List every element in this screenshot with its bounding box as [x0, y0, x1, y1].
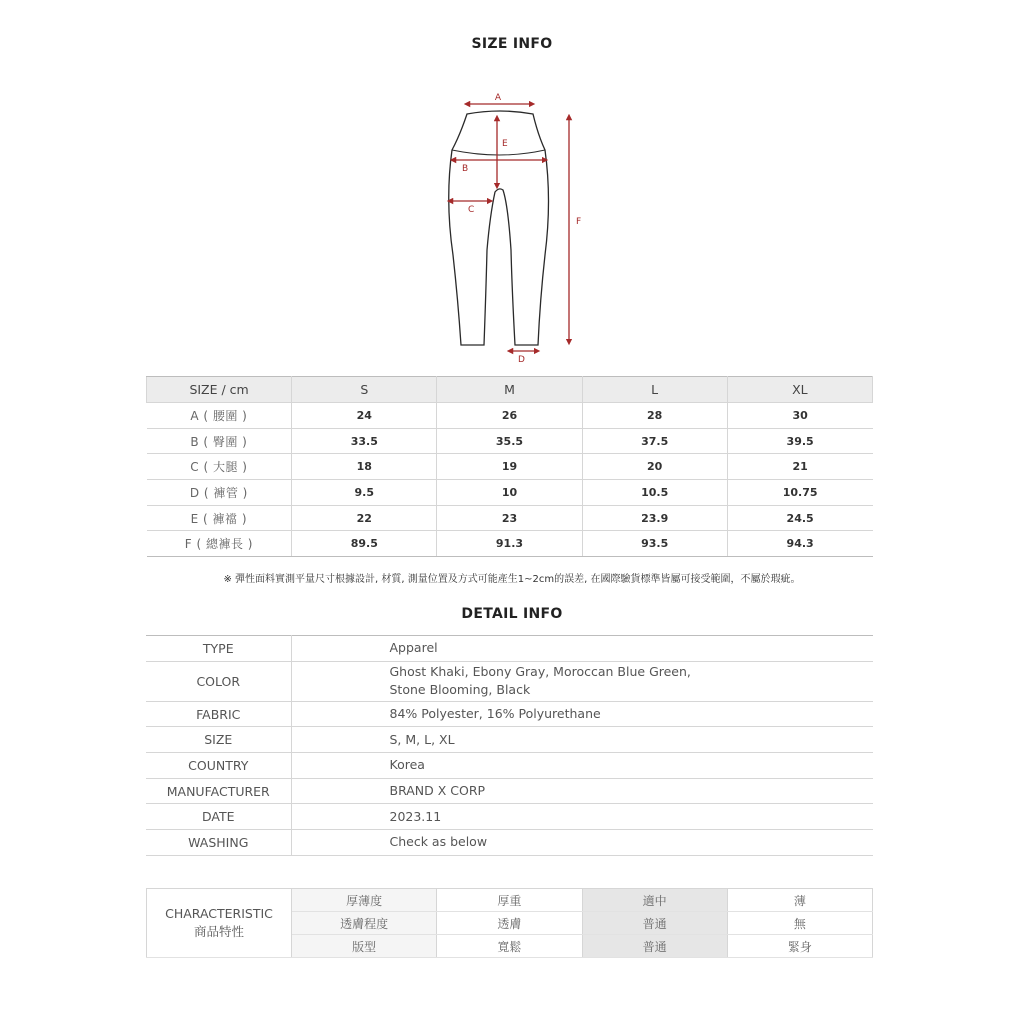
size-header-cell: M [437, 377, 582, 403]
detail-value-line: S, M, L, XL [389, 731, 455, 747]
measure-label: E ( 褲襠 ) [147, 505, 292, 531]
measure-value: 23.9 [582, 505, 727, 531]
detail-value-line: 84% Polyester, 16% Polyurethane [389, 706, 601, 722]
measure-label: D ( 褲管 ) [147, 480, 292, 506]
measure-value: 28 [582, 403, 727, 429]
measure-value: 19 [437, 454, 582, 480]
size-table-header [147, 377, 873, 403]
measure-value: 24 [292, 403, 437, 429]
size-disclaimer-note: ※ 彈性面料實測平量尺寸根據設計, 材質, 測量位置及方式可能產生1~2cm的誤差, 在國際驗貨標準皆屬可接受範圍，不屬於瑕疵。 [223, 574, 801, 585]
detail-value [291, 804, 873, 830]
char-option: 無 [727, 912, 872, 935]
table-row [147, 428, 873, 454]
size-info-title: SIZE INFO [471, 36, 553, 52]
char-option: 薄 [727, 889, 872, 912]
characteristic-table [146, 888, 873, 958]
table-row [147, 403, 873, 429]
measure-label: A ( 腰圍 ) [147, 403, 292, 429]
table-row [147, 505, 873, 531]
detail-value-line: Korea [389, 757, 425, 773]
detail-row-manufacturer [146, 778, 873, 804]
measure-value: 35.5 [437, 428, 582, 454]
char-name: 厚薄度 [292, 889, 437, 912]
detail-value [291, 636, 873, 662]
detail-value-line: Check as below [389, 834, 488, 850]
leggings-size-diagram [420, 85, 600, 370]
size-header-cell: S [292, 377, 437, 403]
detail-value [291, 661, 873, 701]
detail-label: SIZE [146, 727, 291, 753]
detail-row-type [146, 636, 873, 662]
char-option: 緊身 [727, 935, 872, 958]
char-option-selected: 普通 [582, 935, 727, 958]
size-table [146, 376, 873, 557]
label-e: E [502, 139, 508, 149]
measure-value: 21 [727, 454, 872, 480]
leggings-outline [449, 111, 549, 345]
characteristic-label-en: CHARACTERISTIC [165, 906, 273, 921]
measure-value: 9.5 [292, 480, 437, 506]
measure-value: 23 [437, 505, 582, 531]
detail-label: COLOR [146, 661, 291, 701]
detail-value [291, 830, 873, 856]
measure-value: 24.5 [727, 505, 872, 531]
detail-value-line: 2023.11 [389, 808, 442, 824]
label-b: B [462, 164, 469, 174]
detail-value [291, 727, 873, 753]
detail-row-color [146, 661, 873, 701]
detail-label: TYPE [146, 636, 291, 662]
table-row [147, 531, 873, 557]
measure-value: 26 [437, 403, 582, 429]
measure-value: 30 [727, 403, 872, 429]
label-c: C [468, 205, 475, 215]
char-row [147, 889, 873, 912]
detail-row-washing [146, 830, 873, 856]
detail-row-country [146, 753, 873, 779]
measure-value: 20 [582, 454, 727, 480]
characteristic-label-zh: 商品特性 [193, 924, 244, 939]
detail-row-fabric [146, 701, 873, 727]
measure-value: 18 [292, 454, 437, 480]
char-name: 版型 [292, 935, 437, 958]
detail-info-title: DETAIL INFO [461, 606, 563, 622]
detail-value-line: BRAND X CORP [389, 783, 486, 799]
size-header-cell: L [582, 377, 727, 403]
measure-value: 94.3 [727, 531, 872, 557]
measure-value: 10.75 [727, 480, 872, 506]
char-option-selected: 適中 [582, 889, 727, 912]
detail-label: WASHING [146, 830, 291, 856]
measure-value: 37.5 [582, 428, 727, 454]
measure-value: 33.5 [292, 428, 437, 454]
detail-label: FABRIC [146, 701, 291, 727]
detail-value-line: Apparel [389, 640, 438, 656]
measure-value: 39.5 [727, 428, 872, 454]
measure-value: 22 [292, 505, 437, 531]
detail-value [291, 753, 873, 779]
measure-value: 10 [437, 480, 582, 506]
detail-label: MANUFACTURER [146, 778, 291, 804]
char-option: 透膚 [437, 912, 582, 935]
label-a: A [494, 93, 502, 103]
characteristic-label [147, 889, 292, 958]
table-row [147, 454, 873, 480]
detail-value-line: Stone Blooming, Black [389, 682, 531, 698]
detail-row-size [146, 727, 873, 753]
detail-table [146, 635, 873, 856]
char-option-selected: 普通 [582, 912, 727, 935]
detail-value [291, 701, 873, 727]
measure-value: 10.5 [582, 480, 727, 506]
detail-label: COUNTRY [146, 753, 291, 779]
measure-value: 93.5 [582, 531, 727, 557]
size-header-cell: XL [727, 377, 872, 403]
detail-value [291, 778, 873, 804]
measure-value: 91.3 [437, 531, 582, 557]
detail-row-date [146, 804, 873, 830]
char-option: 寬鬆 [437, 935, 582, 958]
label-f: F [576, 217, 582, 227]
detail-value-line: Ghost Khaki, Ebony Gray, Moroccan Blue Green, [389, 664, 691, 680]
measure-label: F ( 總褲長 ) [147, 531, 292, 557]
table-row [147, 480, 873, 506]
label-d: D [518, 355, 525, 365]
char-name: 透膚程度 [292, 912, 437, 935]
size-header-cell: SIZE / cm [147, 377, 292, 403]
char-option: 厚重 [437, 889, 582, 912]
measure-label: B ( 臀圍 ) [147, 428, 292, 454]
measure-value: 89.5 [292, 531, 437, 557]
measure-label: C ( 大腿 ) [147, 454, 292, 480]
detail-label: DATE [146, 804, 291, 830]
